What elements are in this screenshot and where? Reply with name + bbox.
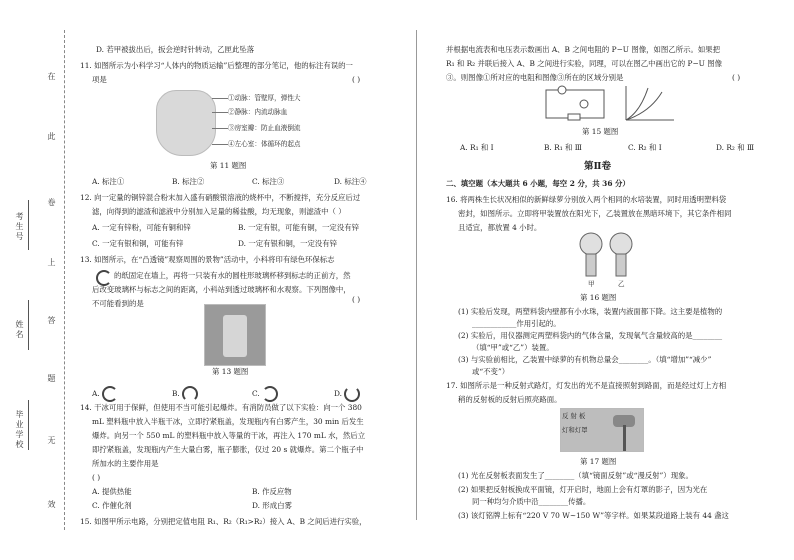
q14-stem-cont: 即拧紧瓶盖，发现瓶内产生大量白雾，瓶子膨胀，仅过 20 s 就爆炸。第二个瓶子中 [92,445,364,454]
q12-stem: 12. 向一定量的铜锌混合粉末加入盛有硝酸银溶液的烧杯中，不断搅拌，充分反应后过 [80,193,361,202]
q15-answer-paren: ( ) [732,73,741,82]
q16-stem: 16. 将两株生长状况相似的新鲜绿萝分别放入两个相同的水培装置，同时用透明塑料袋 [446,195,727,204]
q14-stem-cont: mL 塑料瓶中放入半瓶干冰，立即拧紧瓶盖，发现瓶内有白雾产生，30 min 后发生 [92,417,364,426]
q13-stem-cont: 的纸固定在墙上，再将一只装有水的圆柱形玻璃杯移到标志的正前方，然 [114,271,351,280]
column-divider [416,30,417,520]
pointer-line [212,112,228,113]
field-exam-number: 考生号 [15,212,24,242]
fill-section-header: 二、填空题（本大题共 6 小题，每空 2 分，共 36 分） [446,179,630,188]
q14-option-d[interactable]: D. 形成白雾 [252,501,292,510]
q17-stem-cont: 稍的反射板的反射后照亮路面。 [458,395,562,404]
q15-option-c[interactable]: C. R₂ 和 Ⅰ [628,143,662,152]
q15-stem-cont: R₁ 和 R₂ 并联后接入 A、B 之间进行实验，同理，可以在图乙中画出它的 P−U 图像 [446,59,722,68]
q16-stem-cont: 密封，如图所示。立即将甲装置放在阳光下，乙装置放在黑暗环境下，其它条件相同 [458,209,732,218]
recycle-b-icon [182,386,198,402]
q16-caption: 第 16 题图 [580,293,617,302]
q17-label-reflector: 反 射 板 [562,412,586,420]
q11-note: ①动脉：管壁厚，弹性大 [228,94,301,102]
q16-label-jia: 甲 [588,280,595,288]
field-line [28,400,29,450]
q15-figure [540,82,680,124]
pointer-line [212,98,228,99]
side-label: 题 [47,374,56,384]
q15-caption: 第 15 题图 [582,127,619,136]
q11-answer-paren: ( ) [352,75,361,84]
side-label: 效 [47,500,56,510]
q14-option-a[interactable]: A. 提供热能 [92,487,132,496]
q13-option-b[interactable]: B. [172,386,198,402]
q11-option-b[interactable]: B. 标注② [172,177,205,186]
q11-caption: 第 11 题图 [210,161,247,170]
q14-stem-cont: 爆炸。向另一个 550 mL 的塑料瓶中放入等量的干冰，再注入 170 mL 水，然后立 [92,431,366,440]
q13-answer-paren: ( ) [352,295,361,304]
recycle-c-icon [262,386,278,402]
q12-option-a[interactable]: A. 一定有锌粉，可能有铜和锌 [92,223,191,232]
q13-stem-cont: 不可能看到的是 [92,299,144,308]
lamp-pole [623,425,626,451]
q16-sub3-cont: 或“不变”） [472,367,510,376]
pointer-line [212,128,228,129]
q14-stem-cont: 所加水的主要作用是 [92,459,159,468]
q16-sub2: (2) 实验后，用仪器测定两塑料袋内的气体含量，发现氧气含量较高的是________ [458,331,723,340]
q13-stem: 13. 如图所示，在“凸透镜”观察周围的景物”活动中，小科将印有绿色环保标志 [80,255,335,264]
q11-note: ④左心室：体循环的起点 [228,140,301,148]
q10-option-d: D. 若甲被拔出后，扳会逆时针转动，乙匣此坠落 [96,45,255,54]
q11-note: ②静脉：内流动脉血 [228,108,288,116]
glass-cup [223,315,247,357]
q16-sub3: (3) 与实验前相比，乙装置中绿萝的有机物总量会________。（填“增加”“减少” [458,355,712,364]
cut-line [64,30,66,530]
q16-label-yi: 乙 [618,280,625,288]
q15-option-d[interactable]: D. R₂ 和 Ⅲ [716,143,755,152]
q12-option-c[interactable]: C. 一定有银和铜，可能有锌 [92,239,184,248]
q14-option-c[interactable]: C. 作催化剂 [92,501,132,510]
q16-stem-cont: 且适宜，都放置 4 小时。 [458,223,542,232]
q16-sub1: (1) 实验后发现，两塑料袋内壁都有小水珠，装置内液面都下降。这主要是植物的 [458,307,723,316]
q16-figure [576,230,636,280]
side-label: 答 [47,316,56,326]
q15-option-a[interactable]: A. R₁ 和 Ⅰ [460,143,494,152]
q15-stem: 15. 如图甲所示电路，分别把定值电阻 R₁、R₂（R₁>R₂）接入 A、B 之间后进行实验， [80,517,367,526]
q11-option-c[interactable]: C. 标注③ [252,177,285,186]
q17-stem: 17. 如图所示是一种反射式路灯，灯发出的光不是直接照射到路面，而是经过灯上方相 [446,381,727,390]
q15-option-b[interactable]: B. R₁ 和 Ⅲ [544,143,582,152]
q14-option-b[interactable]: B. 作反应物 [252,487,292,496]
q12-option-b[interactable]: B. 一定有银，可能有铜，一定没有锌 [238,223,359,232]
q12-stem-cont: 滤，向得到的滤渣和滤液中分别加入足量的稀盐酸，均无现象，则滤渣中（ ） [92,207,346,216]
q16-sub2-cont: （填“甲”或“乙”）装置。 [472,343,554,352]
q11-stem-cont: 项是 [92,75,107,84]
side-label: 无 [47,436,56,446]
side-label: 在 [47,72,56,82]
q11-stem: 11. 如图所示为小科学习“人体内的物质运输”后整理的部分笔记，他的标注有误的一 [80,61,353,70]
q13-stem-cont: 后改变玻璃杯与标志之间的距离，小科站到透过玻璃杯和水观察。下列图像中， [92,285,351,294]
recycle-d-icon [344,386,360,402]
side-label: 上 [47,258,56,268]
q17-sub2-cont: 同一种均匀介质中沿________传播。 [472,497,591,506]
q13-option-c[interactable]: C. [252,386,278,402]
q17-label-lamp: 灯和灯罩 [562,426,588,434]
q15-stem-cont: ③。则图像①所对应的电阻和图像③所在的区域分别是 [446,73,624,82]
q13-caption: 第 13 题图 [212,367,249,376]
q16-sub1-cont: ____________作用引起的。 [472,319,561,328]
q14-answer-paren: ( ) [92,473,101,482]
section-title: 第Ⅱ卷 [584,161,612,172]
field-school: 毕业学校 [15,410,24,450]
field-line [28,300,29,350]
q17-sub2: (2) 如果把反射板换成平面镜，灯开启时，地面上会有灯罩的影子，因为光在 [458,485,708,494]
q12-option-d[interactable]: D. 一定有银和铜，一定没有锌 [238,239,338,248]
q11-option-d[interactable]: D. 标注④ [334,177,367,186]
recycle-a-icon [102,386,118,402]
q17-sub3: (3) 该灯铭牌上标有“220 V 70 W~150 W”等字样。如果某段道路上装有 44 盏这 [458,511,729,520]
q11-option-a[interactable]: A. 标注① [92,177,125,186]
field-line [28,200,29,250]
q13-option-d[interactable]: D. [334,386,360,402]
glass-photo [204,304,266,366]
side-label: 卷 [47,198,56,208]
field-name: 姓名 [15,320,24,340]
q17-caption: 第 17 题图 [580,457,617,466]
q11-note: ③房室瓣：防止血液倒流 [228,124,301,132]
pointer-line [212,144,228,145]
heart-figure [156,90,216,156]
side-label: 此 [47,132,56,142]
q15-stem-cont: 并根据电流表和电压表示数画出 A、B 之间电阻的 P−U 图像，如图乙所示。如果把 [446,45,721,54]
q13-option-a[interactable]: A. [92,386,118,402]
q14-stem: 14. 干冰可用于保鲜，但使用不当可能引起爆炸。有消防员做了以下实验：向一个 380 [80,403,362,412]
q17-sub1: (1) 光在反射板表面发生了________（填“镜面反射”或“漫反射”）现象。 [458,471,693,480]
